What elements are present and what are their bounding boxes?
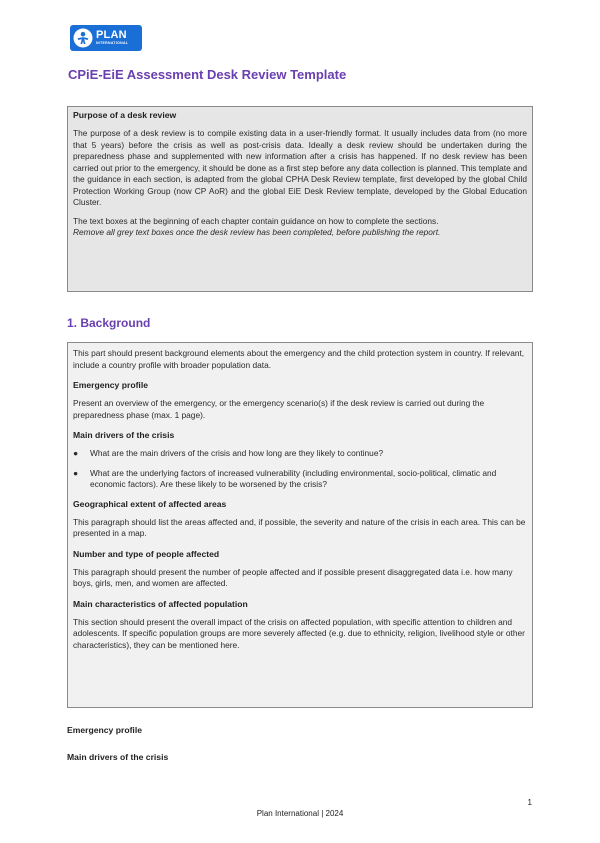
guidance-note-italic: Remove all grey text boxes once the desk review has been completed, before publishing the report. [73, 227, 441, 237]
bullet-icon: ● [73, 467, 79, 478]
document-title: CPiE-EiE Assessment Desk Review Template [68, 67, 347, 82]
bullet-icon: ● [73, 448, 79, 458]
desk-review-guidance-box [67, 106, 533, 292]
main-drivers-list [73, 448, 528, 491]
geo-extent-text: This paragraph should list the areas affected and, if possible, the severity and nature of the crisis in each area. This can be presented in a map. [73, 516, 526, 538]
background-guidance-box [67, 342, 533, 708]
geo-extent-heading: Geographical extent of affected areas [73, 498, 227, 509]
people-affected-text: This paragraph should present the number of people affected and if possible present disaggregated data i.e. how many boys, girls, men, and women are affected. [73, 566, 513, 588]
plan-international-logo [70, 25, 142, 51]
emergency-profile-section-heading: Emergency profile [67, 725, 142, 735]
emergency-profile-text: Present an overview of the emergency, or the emergency scenario(s) if the desk review is carried out during the preparedness phase (max. 1 page). [73, 398, 485, 420]
list-item-text: What are the underlying factors of increased vulnerability (including environmental, socio-political, climatic and economic factors). Are these likely to be worsened by the crisis? [90, 467, 497, 489]
list-item [73, 468, 528, 491]
people-affected-heading: Number and type of people affected [73, 548, 220, 559]
emergency-profile-heading: Emergency profile [73, 380, 148, 390]
list-item-text: What are the main drivers of the crisis and how long are they likely to continue? [90, 448, 384, 458]
child-emblem-icon [73, 28, 93, 48]
main-drivers-heading: Main drivers of the crisis [73, 430, 175, 440]
logo-name: PLAN [96, 29, 127, 42]
background-intro: This part should present background elements about the emergency and the child protection system in country. If relevant, include a country profile with broader population data. [73, 348, 525, 370]
characteristics-heading: Main characteristics of affected population [73, 598, 248, 609]
page-number: 1 [527, 798, 532, 807]
main-drivers-section-heading: Main drivers of the crisis [67, 752, 169, 762]
logo-wordmark [96, 30, 128, 46]
characteristics-text: This section should present the overall impact of the crisis on affected population, with specific attention to children and adolescents. If specific population groups are more severely affected (e.g. due to ethnicity, religion, livelihood style or other characteristics), they can be mentioned here. [73, 616, 525, 650]
purpose-heading: Purpose of a desk review [73, 110, 177, 120]
guidance-note-text: The text boxes at the beginning of each chapter contain guidance on how to complete the sections. [73, 215, 439, 226]
logo-subname: INTERNATIONAL [96, 41, 129, 46]
footer-text: Plan International | 2024 [256, 809, 344, 818]
guidance-note [73, 216, 527, 239]
purpose-paragraph: The purpose of a desk review is to compile existing data in a user-friendly format. It usually includes data from (no more that 5 years) before the crisis as well as post-crisis data. Ideally a desk review should be undertaken during the preparedness phase and supplemented with new information after a crisis has happened. If no desk review has been carried out prior to the emergency, it should be done as a first step before any data collection is planned. This template and the guidance in each section, is adapted from the global CPHA Desk Review template, first developed by the global Child Protection Working Group (now CP AoR) and the global EiE Desk Review template, developed by the Global Education Cluster. [73, 128, 527, 207]
list-item [73, 448, 528, 460]
section-title-background: 1. Background [67, 316, 151, 330]
